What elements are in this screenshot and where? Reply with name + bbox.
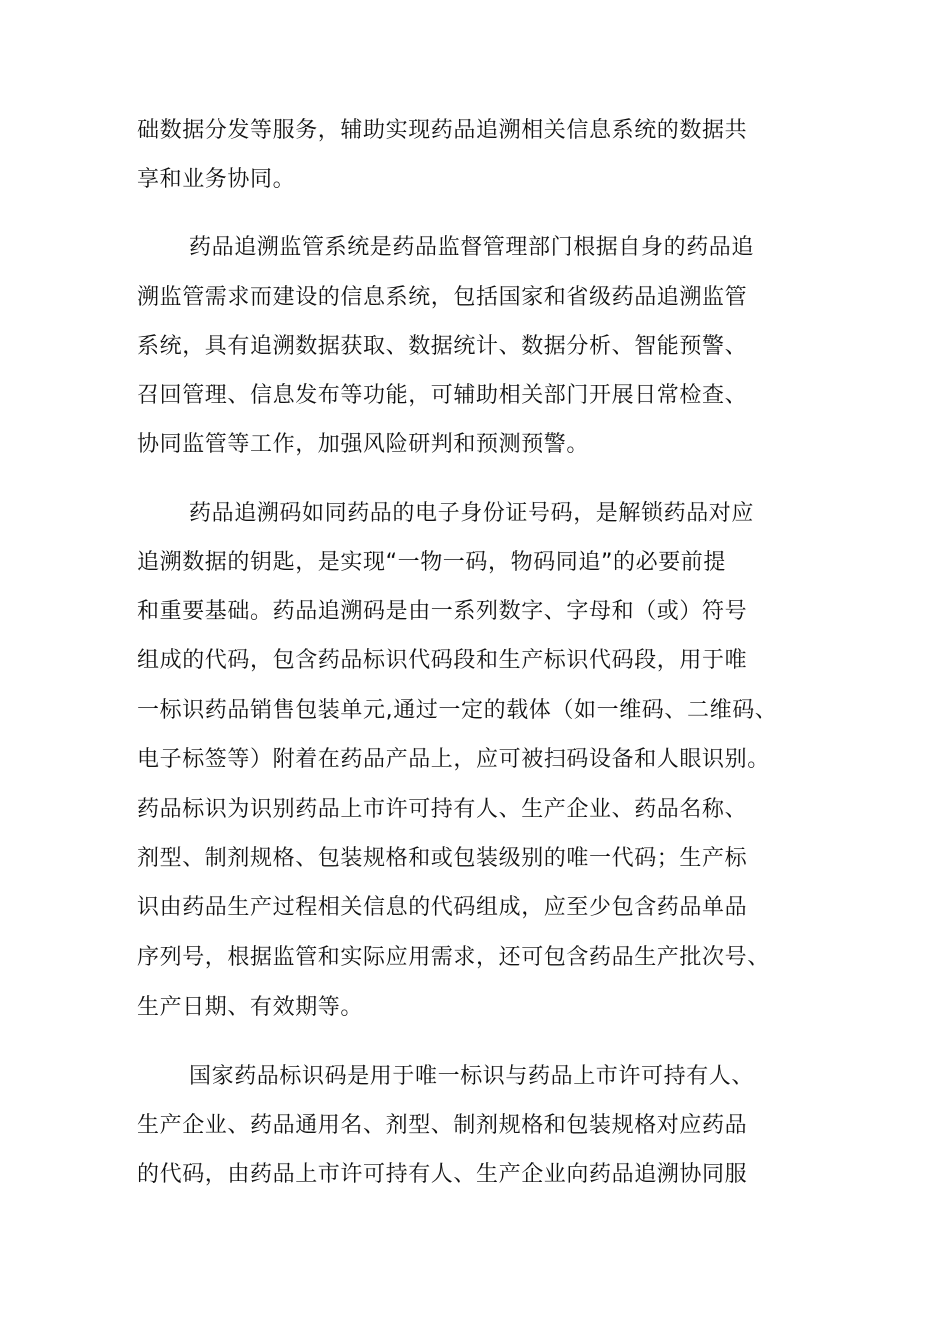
paragraph-3-line-11: 生产日期、有效期等。 — [137, 995, 364, 1020]
paragraph-3-line-7: 药品标识为识别药品上市许可持有人、生产企业、药品名称、 — [137, 797, 748, 822]
paragraph-4-line-1: 国家药品标识码是用于唯一标识与药品上市许可持有人、 — [189, 1064, 755, 1089]
paragraph-3-line-3: 和重要基础。药品追溯码是由一系列数字、字母和（或）符号 — [137, 599, 748, 624]
paragraph-3-line-2: 追溯数据的钥匙，是实现“一物一码，物码同追”的必要前提 — [137, 550, 726, 575]
paragraph-3-line-1: 药品追溯码如同药品的电子身份证号码，是解锁药品对应 — [189, 501, 755, 526]
paragraph-2-line-3: 系统，具有追溯数据获取、数据统计、数据分析、智能预警、 — [137, 334, 748, 359]
paragraph-2-line-5: 协同监管等工作，加强风险研判和预测预警。 — [137, 432, 590, 457]
paragraph-3-line-9: 识由药品生产过程相关信息的代码组成，应至少包含药品单品 — [137, 895, 748, 920]
paragraph-1-line-1: 础数据分发等服务，辅助实现药品追溯相关信息系统的数据共 — [137, 118, 748, 143]
paragraph-3-line-5: 一标识药品销售包装单元,通过一定的载体（如一维码、二维码、 — [137, 698, 778, 723]
paragraph-2-line-4: 召回管理、信息发布等功能，可辅助相关部门开展日常检查、 — [137, 383, 748, 408]
paragraph-2-line-1: 药品追溯监管系统是药品监督管理部门根据自身的药品追 — [189, 235, 755, 260]
paragraph-4-line-3: 的代码，由药品上市许可持有人、生产企业向药品追溯协同服 — [137, 1162, 748, 1187]
paragraph-4-line-2: 生产企业、药品通用名、剂型、制剂规格和包装规格对应药品 — [137, 1113, 748, 1138]
paragraph-3-line-4: 组成的代码，包含药品标识代码段和生产标识代码段，用于唯 — [137, 648, 748, 673]
paragraph-3-line-8: 剂型、制剂规格、包装规格和或包装级别的唯一代码；生产标 — [137, 846, 748, 871]
paragraph-3-line-6: 电子标签等）附着在药品产品上，应可被扫码设备和人眼识别。 — [137, 747, 770, 772]
paragraph-2-line-2: 溯监管需求而建设的信息系统，包括国家和省级药品追溯监管 — [137, 285, 748, 310]
paragraph-3-line-10: 序列号，根据监管和实际应用需求，还可包含药品生产批次号、 — [137, 945, 770, 970]
paragraph-1-line-2: 享和业务协同。 — [137, 167, 296, 192]
